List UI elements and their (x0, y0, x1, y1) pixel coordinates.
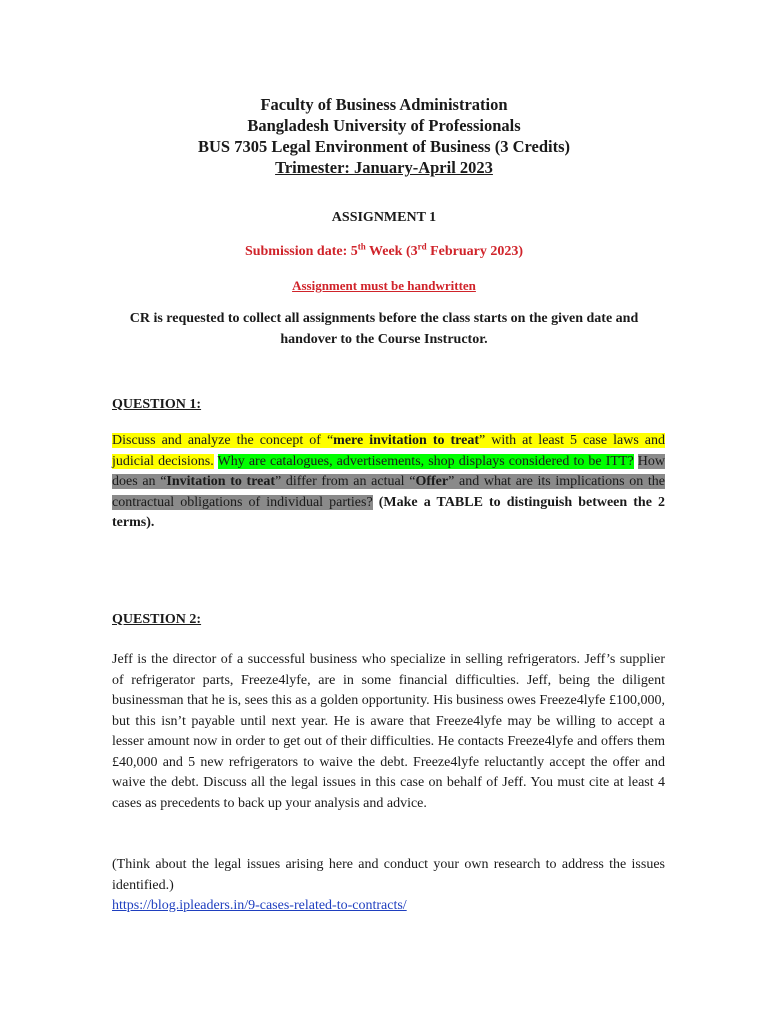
submission-middle: Week (3 (365, 244, 418, 259)
q1-gray-bold2: Offer (415, 474, 449, 489)
university-heading: Bangladesh University of Professionals (247, 116, 521, 135)
submission-suffix: February 2023) (426, 244, 524, 259)
q1-green: Why are catalogues, advertisements, shop displays considered to be ITT? (217, 453, 634, 469)
handwritten-notice (0, 278, 768, 294)
submission-prefix: Submission date: 5 (244, 244, 358, 259)
submission-sup-th: th (357, 241, 366, 252)
q1-yellow-c: . (210, 453, 214, 469)
trimester-heading (0, 157, 768, 178)
assignment-title: ASSIGNMENT 1 (331, 210, 437, 225)
cr-notice-line2: handover to the Course Instructor. (280, 332, 488, 347)
question2-link-line (112, 896, 665, 917)
trimester-text: Trimester: January-April 2023 (275, 158, 493, 177)
question2-body: Jeff is the director of a successful business who specialize in selling refrigerators. Jeff’s supplier of refrigerator parts, Freeze4lyfe, are in some financial difficulties. Jeff, being the diligent businessman that he is, sees this as a golden opportunity. His business owes Freeze4lyfe £100,000, but this isn’t payable until next year. He is aware that Freeze4lyfe may be willing to accept a lesser amount now in order to get out of their difficulties. He contacts Freeze4lyfe and offers them £40,000 and 5 new refrigerators to waive the debt. Freeze4lyfe reluctantly accept the offer and waive the debt. Discuss all the legal issues in this case on behalf of Jeff. You must cite at least 4 cases as precedents to back up your analysis and advice. (112, 652, 665, 811)
question2-heading (112, 612, 201, 628)
q1-yellow-b: ” with at least 5 case laws and judicial decisions (112, 433, 666, 469)
q1-gray-c: ” and what are its implications on the contractual obligations of individual parties? (112, 474, 665, 510)
course-heading: BUS 7305 Legal Environment of Business (3 Credits) (197, 137, 571, 156)
q1-gray-a: How does an “ (112, 453, 666, 489)
question2-heading-text: QUESTION 2: (112, 612, 202, 627)
q1-yellow-a: Discuss and analyze the concept of “ (112, 433, 334, 448)
question1-heading-text: QUESTION 1: (112, 397, 202, 412)
cr-notice-line1: CR is requested to collect all assignments before the class starts on the given date and (129, 311, 639, 326)
q1-closing: (Make a TABLE to distinguish between the 2 terms). (112, 494, 665, 530)
handwritten-text: Assignment must be handwritten (292, 278, 476, 293)
question2-note: (Think about the legal issues arising here and conduct your own research to address the issues identified.) (112, 857, 665, 893)
submission-date (0, 241, 768, 260)
q1-gray-bold1: Invitation to treat (166, 474, 276, 489)
submission-sup-rd: rd (417, 241, 427, 252)
reference-link[interactable]: https://blog.ipleaders.in/9-cases-related-to-contracts/ (112, 898, 407, 913)
question1-body (112, 431, 665, 534)
q1-yellow-bold: mere invitation to treat (333, 433, 480, 448)
q1-gray-b: ” differ from an actual “ (275, 474, 416, 489)
faculty-heading: Faculty of Business Administration (260, 95, 508, 114)
question1-heading (112, 397, 201, 413)
